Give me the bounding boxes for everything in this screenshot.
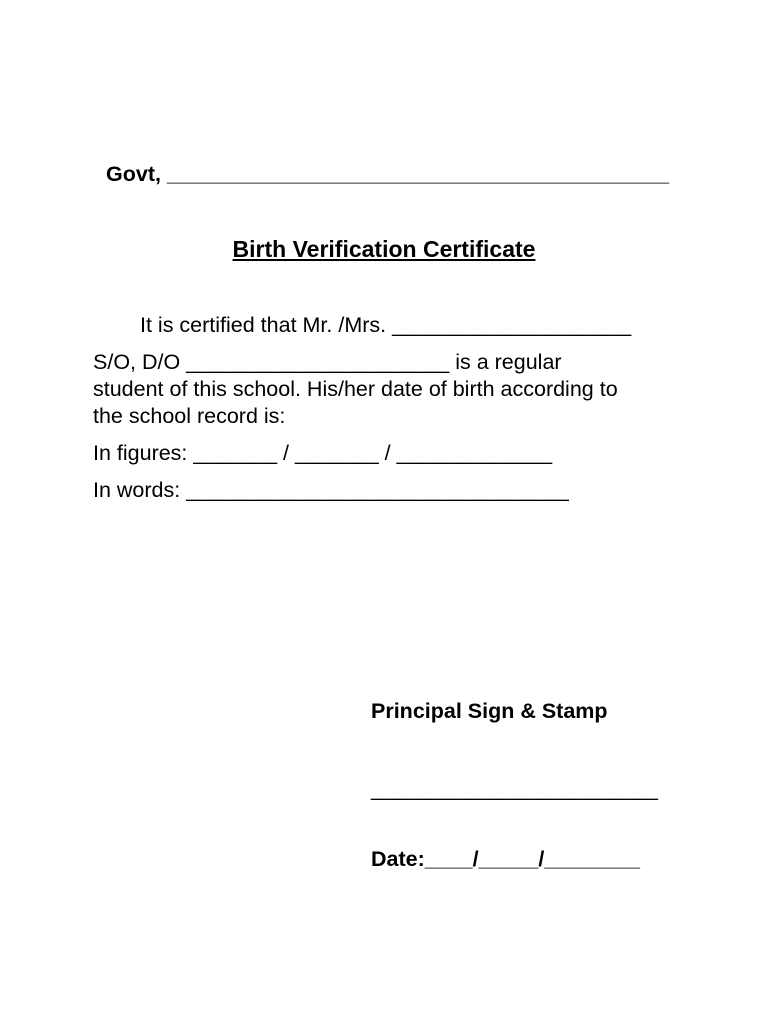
- student-line: student of this school. His/her date of birth according to: [93, 377, 618, 401]
- dob-figures-line: In figures: _______ / _______ / _____________: [93, 441, 553, 465]
- page-title: Birth Verification Certificate: [232, 236, 536, 262]
- signature-line: ________________________: [371, 777, 658, 801]
- parent-line: S/O, D/O ______________________ is a regular: [93, 350, 562, 374]
- dob-words-line: In words: ________________________________: [93, 478, 569, 502]
- principal-sign-label: Principal Sign & Stamp: [371, 699, 608, 723]
- certified-line: It is certified that Mr. /Mrs. ____________________: [140, 313, 632, 337]
- school-record-line: the school record is:: [93, 404, 286, 428]
- date-line: Date:____/_____/________: [371, 847, 640, 871]
- govt-line: Govt, __________________________________________: [106, 162, 670, 186]
